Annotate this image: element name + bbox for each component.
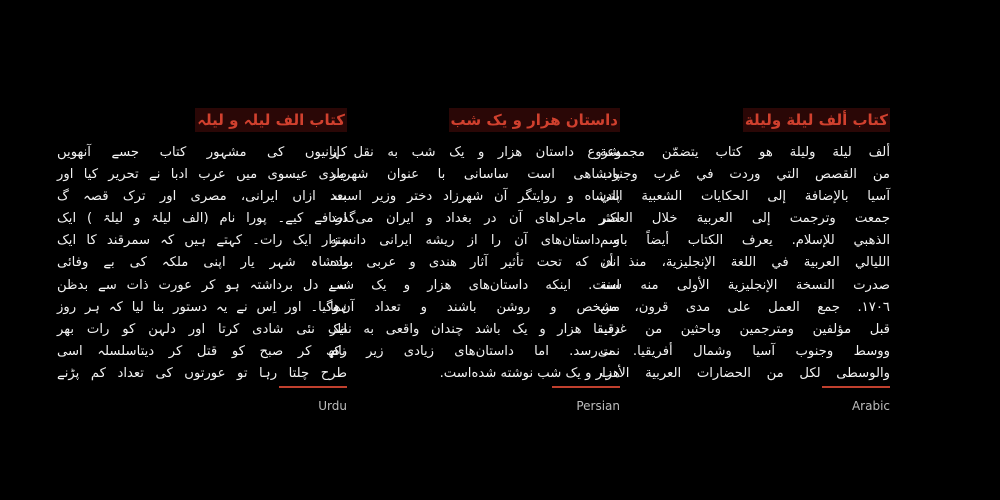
language-label: Persian [576, 399, 620, 413]
text-line: پادشاه و روایتگر آن شهرزاد دختر وزیر است. [330, 189, 620, 205]
text-line: صدی عیسوی میں عرب ادبا نے تحریر کیا اور [57, 167, 347, 183]
text-line: الليالي العربية في اللغة الإنجليزية، منذ أن [600, 255, 890, 271]
text-line: ہزار ایک رات۔ کہتے ہیں کہ سمرقند کا ایک [57, 233, 347, 249]
text-line: کہانیوں کی مشہور کتاب جسے آنھویں [57, 145, 347, 160]
specimen-column-arabic [600, 108, 890, 385]
text-line: دقیقا هزار و یک باشد چندان واقعی به نظر [330, 321, 620, 337]
text-line: و داستان‌های آن را از ریشه ایرانی دانسته [330, 233, 620, 249]
text-line: آسيا بالإضافة إلى الحكايات الشعبية التي [600, 189, 890, 205]
text-line: نمی‌رسد. اما داستان‌های زیادی زیر نام [330, 343, 620, 359]
text-line: من القصص التي وردت في غرب وجنوب [600, 167, 890, 183]
language-label: Arabic [851, 399, 890, 413]
text-line: ووسط وجنوب آسيا وشمال أفريقيا. ت [600, 343, 890, 359]
column-title: داستان هزار و یک شب [449, 108, 621, 132]
accent-rule [822, 386, 890, 388]
text-line: ایک نئی شادی کرتا اور دلہن کو رات بھر [57, 321, 347, 337]
text-line: است. اینکه داستان‌های هزار و یک شب [330, 277, 620, 293]
text-line: ألف ليلة وليلة هو كتاب يتضمّن مجموعة [600, 145, 890, 160]
column-body [600, 142, 890, 385]
column-body [57, 142, 347, 385]
text-line: پادشاهی است ساسانی با عنوان شهریار [330, 167, 620, 183]
text-line: صدرت النسخة الإنجليزية الأولى منه سنة [600, 277, 890, 293]
text-line: اند، که تحت تأثیر آثار هندی و عربی بوده [330, 255, 620, 271]
text-line: قبل مؤلفين ومترجمين وباحثين من غرب [600, 321, 890, 337]
text-line: اکثر ماجراهای آن در بغداد و ایران می‌گذرد [330, 211, 620, 227]
text-line: جمعت وترجمت إلى العربية خلال العصر [600, 211, 890, 227]
text-line: طرح چلتا رہا تو عورتوں کی تعداد کم پڑنے [57, 365, 347, 381]
text-line: اضافے کیے۔ پورا نام (الف لیلۃ و لیلۃ ) ایک [57, 211, 347, 227]
column-title: کتاب الف لیلہ و لیلہ [195, 108, 347, 132]
column-body [330, 142, 620, 385]
specimen-column-urdu [57, 108, 347, 385]
text-line: بعد ازاں ایرانی، مصری اور ترک قصہ گ [57, 189, 347, 205]
text-line: شروع داستان هزار و یک شب به نقل از [330, 145, 620, 160]
text-line: مشخص و روشن باشند و تعداد آن‌ها [330, 299, 620, 315]
column-title: كتاب ألف ليلة وليلة [743, 108, 890, 132]
text-line: هزار و یک شب نوشته شده‌است. [439, 365, 620, 381]
text-line: بادشاہ شہر یار اپنی ملکہ کی بے وفائی [57, 255, 347, 271]
accent-rule [279, 386, 347, 388]
text-line: رکھ کر صبح کو قتل کر دیتاسلسلہ اسی [57, 343, 347, 359]
text-line: والوسطى لكل من الحضارات العربية الأدب [600, 365, 890, 381]
specimen-column-persian [330, 108, 620, 385]
accent-rule [552, 386, 620, 388]
text-line: سے دل برداشتہ ہو کر عورت ذات سے بدظن [57, 277, 347, 293]
text-line: الذهبي للإسلام. يعرف الكتاب أيضاً باسم [600, 233, 890, 249]
language-label: Urdu [318, 399, 347, 413]
text-line: ١٧٠٦. جمع العمل على مدى قرون، من [600, 299, 890, 315]
text-line: ہوگیا۔ اور اِس نے یہ دستور بنا لیا کہ ہر روز [57, 299, 347, 315]
